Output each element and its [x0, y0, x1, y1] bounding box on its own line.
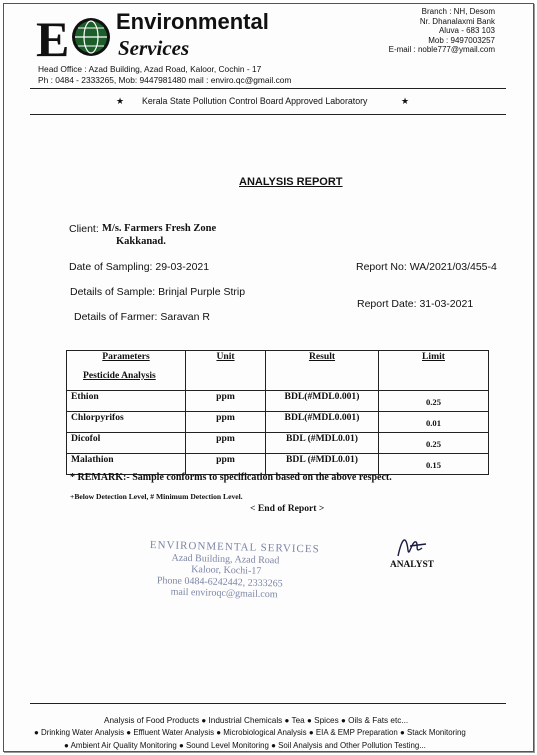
- footer-service: Microbiological Analysis: [223, 728, 307, 737]
- table-row: [67, 391, 489, 412]
- stamp-line: Kaloor, Kochi-17: [191, 564, 262, 577]
- bullet-icon: ●: [126, 728, 132, 737]
- results-table: [66, 350, 489, 475]
- cell-result: BDL(#MDL0.001): [266, 412, 379, 433]
- star-icon: ★: [401, 96, 410, 106]
- bullet-icon: ●: [271, 741, 276, 750]
- cell-result: BDL (#MDL0.01): [266, 454, 379, 475]
- footer-service: Soil Analysis and Other Pollution Testing...: [278, 741, 426, 750]
- section-label: Pesticide Analysis: [83, 370, 156, 381]
- bullet-icon: ●: [308, 728, 314, 737]
- cell-limit: 0.25: [379, 391, 489, 412]
- stamp-line: Phone 0484-6242442, 2333265: [156, 574, 283, 589]
- table-row: [67, 433, 489, 454]
- footer-line3: [64, 741, 426, 750]
- cell-limit: 0.25: [379, 433, 489, 454]
- divider: [30, 703, 506, 704]
- header-limit: Limit: [422, 351, 445, 362]
- cell-limit: 0.01: [379, 412, 489, 433]
- bullet-icon: ●: [201, 716, 207, 725]
- head-office-address: Head Office : Azad Building, Azad Road, Kaloor, Cochin - 17: [38, 64, 262, 74]
- remark: * REMARK:- Sample conforms to specification based on the above respect.: [70, 472, 392, 483]
- cell-parameter: Chlorpyrifos: [67, 412, 186, 433]
- branch-line: Aluva - 683 103: [438, 26, 495, 36]
- bullet-icon: ●: [34, 728, 39, 737]
- cell-result: BDL(#MDL0.001): [266, 391, 379, 412]
- end-of-report: < End of Report >: [250, 503, 325, 514]
- branch-address: [389, 7, 495, 55]
- analyst-signature: [392, 530, 432, 564]
- table-header-cell: [266, 351, 379, 391]
- bullet-icon: ●: [399, 728, 405, 737]
- star-icon: ★: [116, 96, 125, 106]
- divider: [30, 114, 506, 115]
- branch-line: Nr. Dhanalaxmi Bank: [419, 16, 495, 26]
- footer-service: Oils & Fats etc...: [348, 716, 409, 725]
- bullet-icon: ●: [340, 716, 346, 725]
- client-name: M/s. Farmers Fresh Zone: [102, 223, 217, 234]
- stamp-line: ENVIRONMENTAL SERVICES: [149, 539, 320, 556]
- cell-parameter: Ethion: [67, 391, 186, 412]
- footer-service: Stack Monitoring: [406, 728, 466, 737]
- bullet-icon: ●: [216, 728, 222, 737]
- footer-service: Spices: [314, 716, 339, 725]
- table-header-cell: [186, 351, 266, 391]
- branch-line: Branch : NH, Desom: [421, 7, 495, 16]
- stamp-line: mail enviroqc@gmail.com: [170, 586, 278, 601]
- report-number: Report No: WA/2021/03/455-4: [356, 261, 497, 273]
- legend-note: +Below Detection Level, # Minimum Detection Level.: [70, 492, 243, 501]
- cell-unit: ppm: [186, 454, 266, 475]
- client-place: Kakkanad.: [116, 236, 166, 247]
- cell-parameter: Dicofol: [67, 433, 186, 454]
- footer-line2: [34, 728, 466, 737]
- globe-icon: [72, 18, 110, 56]
- table-header-cell: [67, 351, 186, 391]
- report-title: ANALYSIS REPORT: [239, 176, 343, 188]
- footer-service: Tea: [291, 716, 305, 725]
- company-stamp: [148, 540, 319, 602]
- footer-service: Analysis of Food Products: [104, 716, 200, 725]
- table-row: [67, 412, 489, 433]
- footer-service: Ambient Air Quality Monitoring: [70, 741, 177, 750]
- head-office-block: [38, 64, 291, 86]
- branch-line: E-mail : noble777@ymail.com: [388, 45, 495, 55]
- head-office-phone: Ph : 0484 - 2333265, Mob: 9447981480 mail : enviro.qc@gmail.com: [38, 75, 292, 85]
- branch-line: Mob : 9497003257: [428, 35, 495, 45]
- cell-unit: ppm: [186, 391, 266, 412]
- date-of-sampling: Date of Sampling: 29-03-2021: [69, 261, 210, 273]
- analyst-label: ANALYST: [390, 560, 434, 570]
- cell-parameter: Malathion: [67, 454, 186, 475]
- cell-unit: ppm: [186, 433, 266, 454]
- cell-unit: ppm: [186, 412, 266, 433]
- client-label: Client:: [69, 223, 99, 235]
- bullet-icon: ●: [178, 741, 184, 750]
- footer-service: EIA & EMP Preparation: [315, 728, 398, 737]
- bullet-icon: ●: [64, 741, 69, 750]
- logo-letter: E: [36, 14, 70, 60]
- company-name-line1: Environmental: [116, 9, 269, 34]
- cell-limit: 0.15: [379, 454, 489, 475]
- approval-line: Kerala State Pollution Control Board Approved Laboratory: [142, 96, 368, 106]
- company-logo: [36, 14, 114, 60]
- cell-result: BDL (#MDL0.01): [266, 433, 379, 454]
- header-result: Result: [308, 351, 336, 362]
- table-header-row: [67, 351, 489, 391]
- details-of-farmer: Details of Farmer: Saravan R: [74, 311, 210, 323]
- details-of-sample: Details of Sample: Brinjal Purple Strip: [70, 286, 246, 298]
- footer-line1: [104, 716, 408, 725]
- company-name-line2: Services: [118, 36, 190, 60]
- bullet-icon: ●: [284, 716, 290, 725]
- footer-service: Effluent Water Analysis: [133, 728, 215, 737]
- footer-service: Sound Level Monitoring: [186, 741, 269, 750]
- header-unit: Unit: [216, 351, 235, 362]
- table-header-cell: [379, 351, 489, 391]
- stamp-line: Azad Building, Azad Road: [171, 552, 280, 566]
- footer-service: Industrial Chemicals: [208, 716, 283, 725]
- report-date: Report Date: 31-03-2021: [357, 298, 474, 310]
- divider: [30, 88, 506, 89]
- header-parameters: Parameters: [102, 351, 150, 362]
- bullet-icon: ●: [307, 716, 312, 725]
- footer-service: Drinking Water Analysis: [41, 728, 125, 737]
